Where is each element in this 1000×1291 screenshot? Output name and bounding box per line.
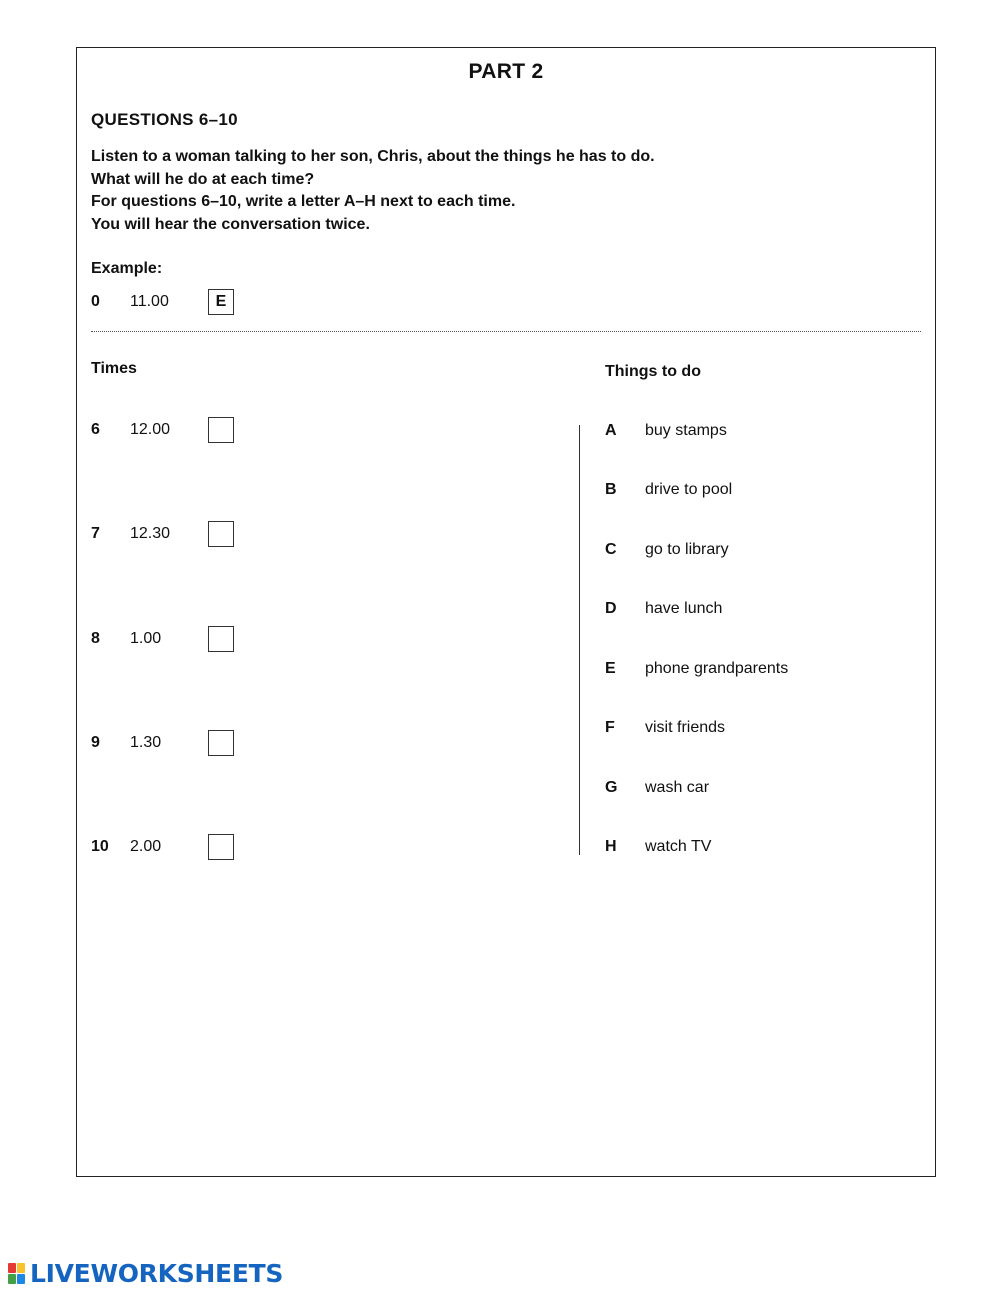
option-text: wash car: [645, 779, 710, 796]
question-time: 1.00: [130, 630, 162, 647]
option-text: have lunch: [645, 600, 723, 617]
worksheet-page: [76, 47, 936, 1177]
option-text: buy stamps: [645, 422, 727, 439]
option-text: phone grandparents: [645, 660, 789, 677]
example-label: Example:: [91, 260, 163, 277]
question-time: 12.00: [130, 421, 171, 438]
option-letter: A: [605, 422, 617, 439]
option-text: visit friends: [645, 719, 726, 736]
part-title: PART 2: [468, 60, 544, 83]
instruction-line: You will hear the conversation twice.: [91, 215, 370, 233]
option-letter: H: [605, 838, 617, 855]
option-letter: C: [605, 541, 617, 558]
answer-box-6[interactable]: [208, 417, 234, 443]
question-time: 12.30: [130, 525, 171, 542]
option-letter: G: [605, 779, 618, 796]
instruction-line: Listen to a woman talking to her son, Chris, about the things he has to do.: [91, 148, 655, 165]
answer-box-8[interactable]: [208, 626, 234, 652]
question-number: 7: [91, 525, 100, 542]
question-number: 8: [91, 630, 100, 647]
instruction-line: For questions 6–10, write a letter A–H next to each time.: [91, 193, 516, 210]
instructions: [91, 146, 655, 236]
example-time: 11.00: [130, 293, 169, 310]
things-to-do-heading: Things to do: [605, 363, 701, 380]
instruction-line: What will he do at each time?: [91, 170, 315, 188]
liveworksheets-logo-icon: [8, 1263, 26, 1285]
question-time: 2.00: [130, 838, 162, 855]
option-letter: E: [605, 660, 616, 677]
option-text: go to library: [645, 541, 729, 558]
answer-box-9[interactable]: [208, 730, 234, 756]
question-number: 10: [91, 838, 109, 855]
option-letter: D: [605, 600, 617, 617]
times-heading: Times: [91, 360, 137, 377]
example-number: 0: [91, 293, 100, 310]
option-text: watch TV: [645, 838, 712, 855]
option-text: drive to pool: [645, 481, 733, 498]
question-time: 1.30: [130, 734, 162, 751]
question-number: 6: [91, 421, 100, 438]
brand-wordmark: LIVEWORKSHEETS: [30, 1259, 284, 1288]
example-answer-box: E: [208, 289, 234, 315]
option-letter: F: [605, 719, 615, 736]
option-letter: B: [605, 481, 617, 498]
question-number: 9: [91, 734, 100, 751]
dotted-divider: [91, 331, 921, 332]
questions-heading: QUESTIONS 6–10: [91, 110, 238, 129]
answer-box-7[interactable]: [208, 521, 234, 547]
answer-box-10[interactable]: [208, 834, 234, 860]
column-separator: [579, 425, 580, 855]
